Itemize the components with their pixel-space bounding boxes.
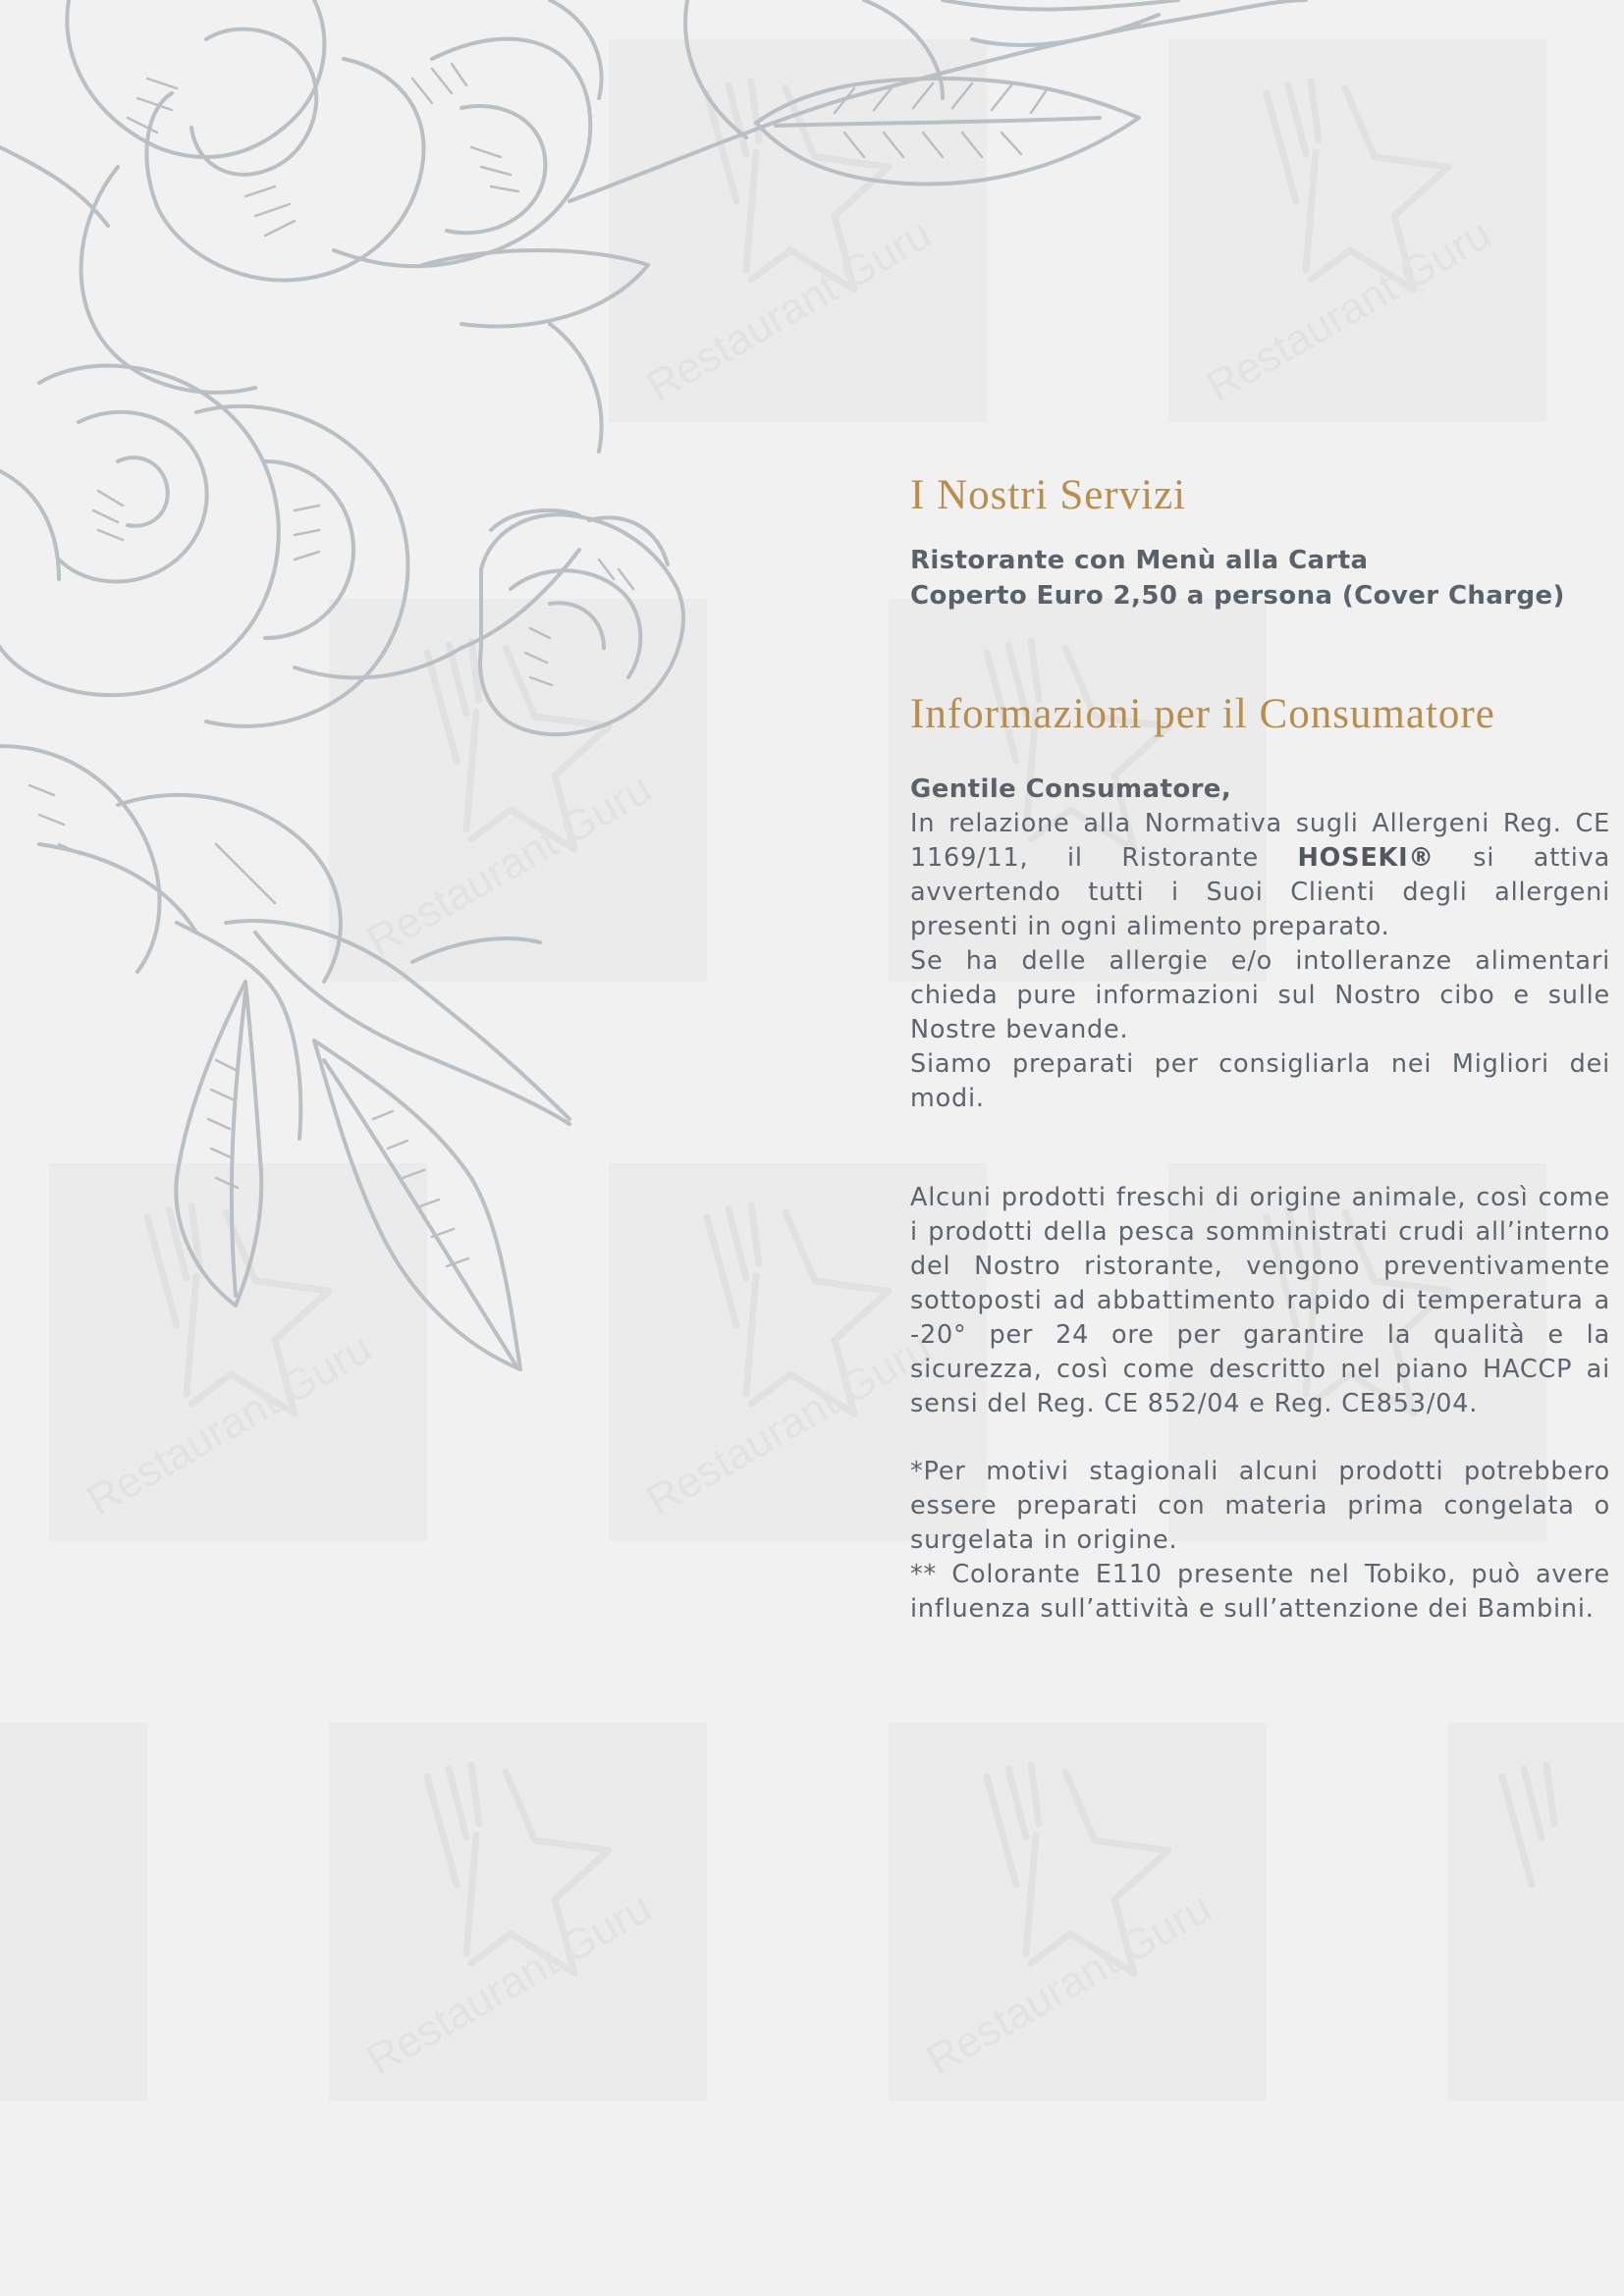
allergen-text-a: In relazione alla Normativa sugli Allergeni Reg. CE 1169/11, il Ristorante [910, 809, 1610, 873]
allergen-text-b: si attiva avvertendo tutti i Suoi Clienti degli allergeni presenti in ogni alimento preparato. [910, 843, 1610, 941]
services-line-cover: Coperto Euro 2,50 a persona (Cover Charge) [910, 581, 1565, 611]
watermark-text: Restaurant Guru [638, 209, 940, 411]
consumer-info-title: Informazioni per il Consumatore [910, 691, 1495, 737]
services-title: I Nostri Servizi [910, 472, 1187, 518]
watermark-text: Restaurant Guru [918, 1883, 1219, 2085]
info-column [910, 461, 1610, 1627]
watermark-text: Restaurant Guru [638, 1323, 940, 1525]
watermark-tile [0, 1723, 147, 2101]
services-line-menu: Ristorante con Menù alla Carta [910, 546, 1369, 575]
consumer-info-section [910, 690, 1610, 1627]
watermark-text: Restaurant Guru [358, 1883, 660, 2085]
watermark-text: Restaurant Guru [358, 764, 660, 966]
brand-name: HOSEKI® [1297, 843, 1435, 873]
allergy-request-paragraph: Se ha delle allergie e/o intolleranze alimentari chieda pure informazioni sul Nostro cibo e sulle Nostre bevande. [910, 946, 1610, 1044]
greeting: Gentile Consumatore, [910, 774, 1232, 804]
watermark-tile [1448, 1723, 1624, 2101]
watermark-text: Restaurant Guru [79, 1323, 380, 1525]
haccp-paragraph: Alcuni prodotti freschi di origine animale, così come i prodotti della pesca somministrati crudi all’interno del Nostro ristorante, vengono preventivamente sottoposti ad abbattimento rapido di temperatura a -20° per 24 ore per garantire la qualità e la sicurezza, così come descritto nel piano HACCP ai sensi del Reg. CE 852/04 e Reg. CE853/04. [910, 1183, 1610, 1418]
colorant-note: ** Colorante E110 presente nel Tobiko, può avere influenza sull’attività e sull’attenzione dei Bambini. [910, 1560, 1610, 1624]
watermark-text: Restaurant Guru [1198, 209, 1499, 411]
advice-paragraph: Siamo preparati per consigliarla nei Migliori dei modi. [910, 1049, 1610, 1113]
seasonal-note: *Per motivi stagionali alcuni prodotti potrebbero essere preparati con materia prima congelata o surgelata in origine. [910, 1457, 1610, 1555]
services-section [910, 471, 1610, 614]
allergen-paragraph [910, 807, 1610, 944]
